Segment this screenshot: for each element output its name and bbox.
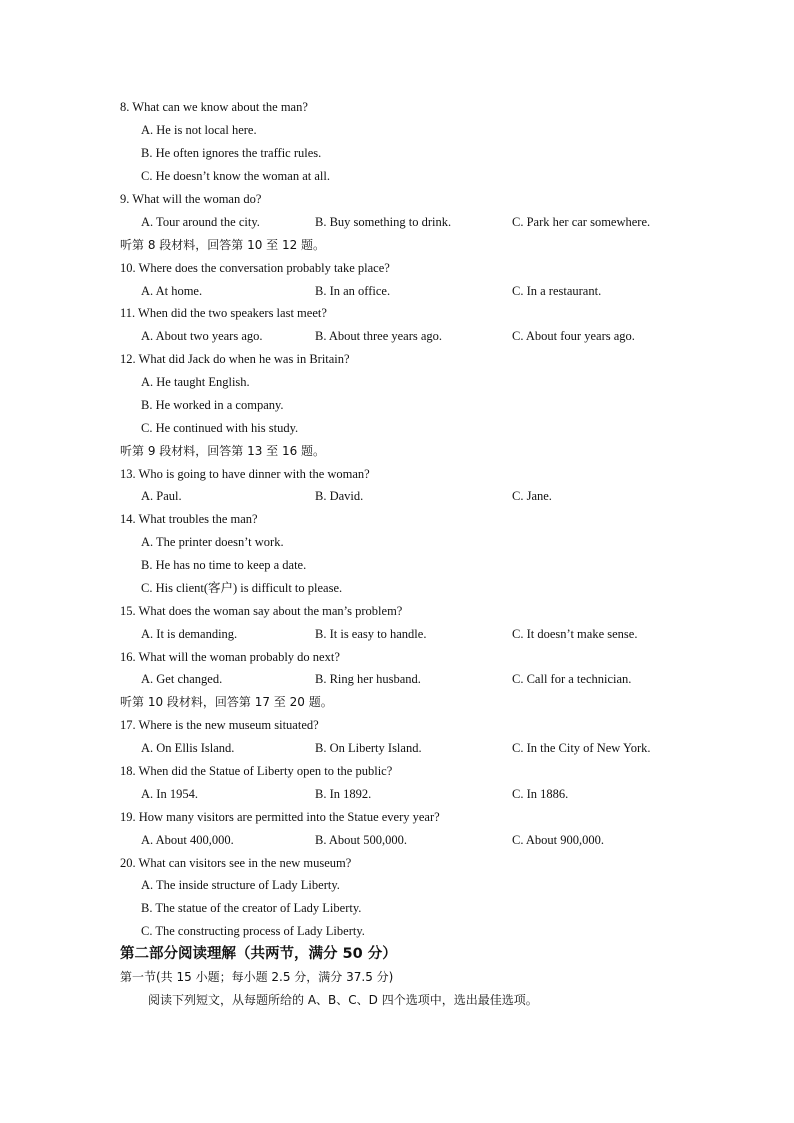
option-b: B. Buy something to drink.	[315, 215, 452, 229]
section-heading: 第一节(共 15 小题；每小题 2.5 分，满分 37.5 分)	[120, 970, 394, 984]
option-c: C. About 900,000.	[512, 833, 605, 847]
option-b: B. He worked in a company.	[141, 398, 284, 412]
option-b: B. He has no time to keep a date.	[141, 558, 307, 572]
question-stem: 14. What troubles the man?	[120, 512, 258, 526]
option-b: B. In 1892.	[315, 787, 372, 801]
option-a: A. About two years ago.	[141, 329, 263, 343]
section-instruction: 阅读下列短文，从每题所给的 A、B、C、D 四个选项中，选出最佳选项。	[148, 993, 538, 1007]
option-b: B. On Liberty Island.	[315, 741, 422, 755]
section-note: 听第 10 段材料，回答第 17 至 20 题。	[120, 695, 333, 709]
option-a: A. It is demanding.	[141, 627, 238, 641]
question-stem: 13. Who is going to have dinner with the woman?	[120, 467, 370, 481]
option-b: B. In an office.	[315, 284, 391, 298]
option-b: B. It is easy to handle.	[315, 627, 427, 641]
option-c: C. Park her car somewhere.	[512, 215, 651, 229]
option-c: C. Jane.	[512, 489, 552, 503]
option-c: C. Call for a technician.	[512, 672, 632, 686]
option-a: A. He taught English.	[141, 375, 250, 389]
option-c: C. In a restaurant.	[512, 284, 602, 298]
question-stem: 10. Where does the conversation probably take place?	[120, 261, 390, 275]
question-stem: 11. When did the two speakers last meet?	[120, 306, 327, 320]
question-stem: 16. What will the woman probably do next?	[120, 650, 340, 664]
option-c: C. It doesn’t make sense.	[512, 627, 638, 641]
option-b: B. About three years ago.	[315, 329, 443, 343]
question-stem: 15. What does the woman say about the man’s problem?	[120, 604, 403, 618]
question-stem: 8. What can we know about the man?	[120, 100, 308, 114]
question-stem: 18. When did the Statue of Liberty open to the public?	[120, 764, 393, 778]
option-c: C. In the City of New York.	[512, 741, 651, 755]
option-c: C. He continued with his study.	[141, 421, 299, 435]
option-a: A. Paul.	[141, 489, 182, 503]
option-a: A. He is not local here.	[141, 123, 257, 137]
option-a: A. Get changed.	[141, 672, 223, 686]
option-b: B. Ring her husband.	[315, 672, 421, 686]
option-a: A. The printer doesn’t work.	[141, 535, 284, 549]
option-b: B. He often ignores the traffic rules.	[141, 146, 322, 160]
option-a: A. Tour around the city.	[141, 215, 260, 229]
option-c: C. The constructing process of Lady Liberty.	[141, 924, 365, 938]
question-stem: 12. What did Jack do when he was in Britain?	[120, 352, 350, 366]
option-b: B. David.	[315, 489, 364, 503]
question-stem: 9. What will the woman do?	[120, 192, 262, 206]
option-b: B. The statue of the creator of Lady Liberty.	[141, 901, 362, 915]
option-a: A. About 400,000.	[141, 833, 234, 847]
option-a: A. The inside structure of Lady Liberty.	[141, 878, 340, 892]
option-b: B. About 500,000.	[315, 833, 408, 847]
question-stem: 20. What can visitors see in the new museum?	[120, 856, 352, 870]
option-a: A. On Ellis Island.	[141, 741, 235, 755]
section-note: 听第 9 段材料，回答第 13 至 16 题。	[120, 444, 326, 458]
section-note: 听第 8 段材料，回答第 10 至 12 题。	[120, 238, 326, 252]
question-stem: 17. Where is the new museum situated?	[120, 718, 319, 732]
option-c: C. About four years ago.	[512, 329, 635, 343]
part-heading: 第二部分阅读理解（共两节，满分 50 分）	[120, 946, 397, 962]
option-a: A. At home.	[141, 284, 203, 298]
option-c: C. His client(客户) is difficult to please.	[141, 581, 343, 595]
option-c: C. In 1886.	[512, 787, 569, 801]
option-a: A. In 1954.	[141, 787, 198, 801]
option-c: C. He doesn’t know the woman at all.	[141, 169, 330, 183]
question-stem: 19. How many visitors are permitted into the Statue every year?	[120, 810, 440, 824]
